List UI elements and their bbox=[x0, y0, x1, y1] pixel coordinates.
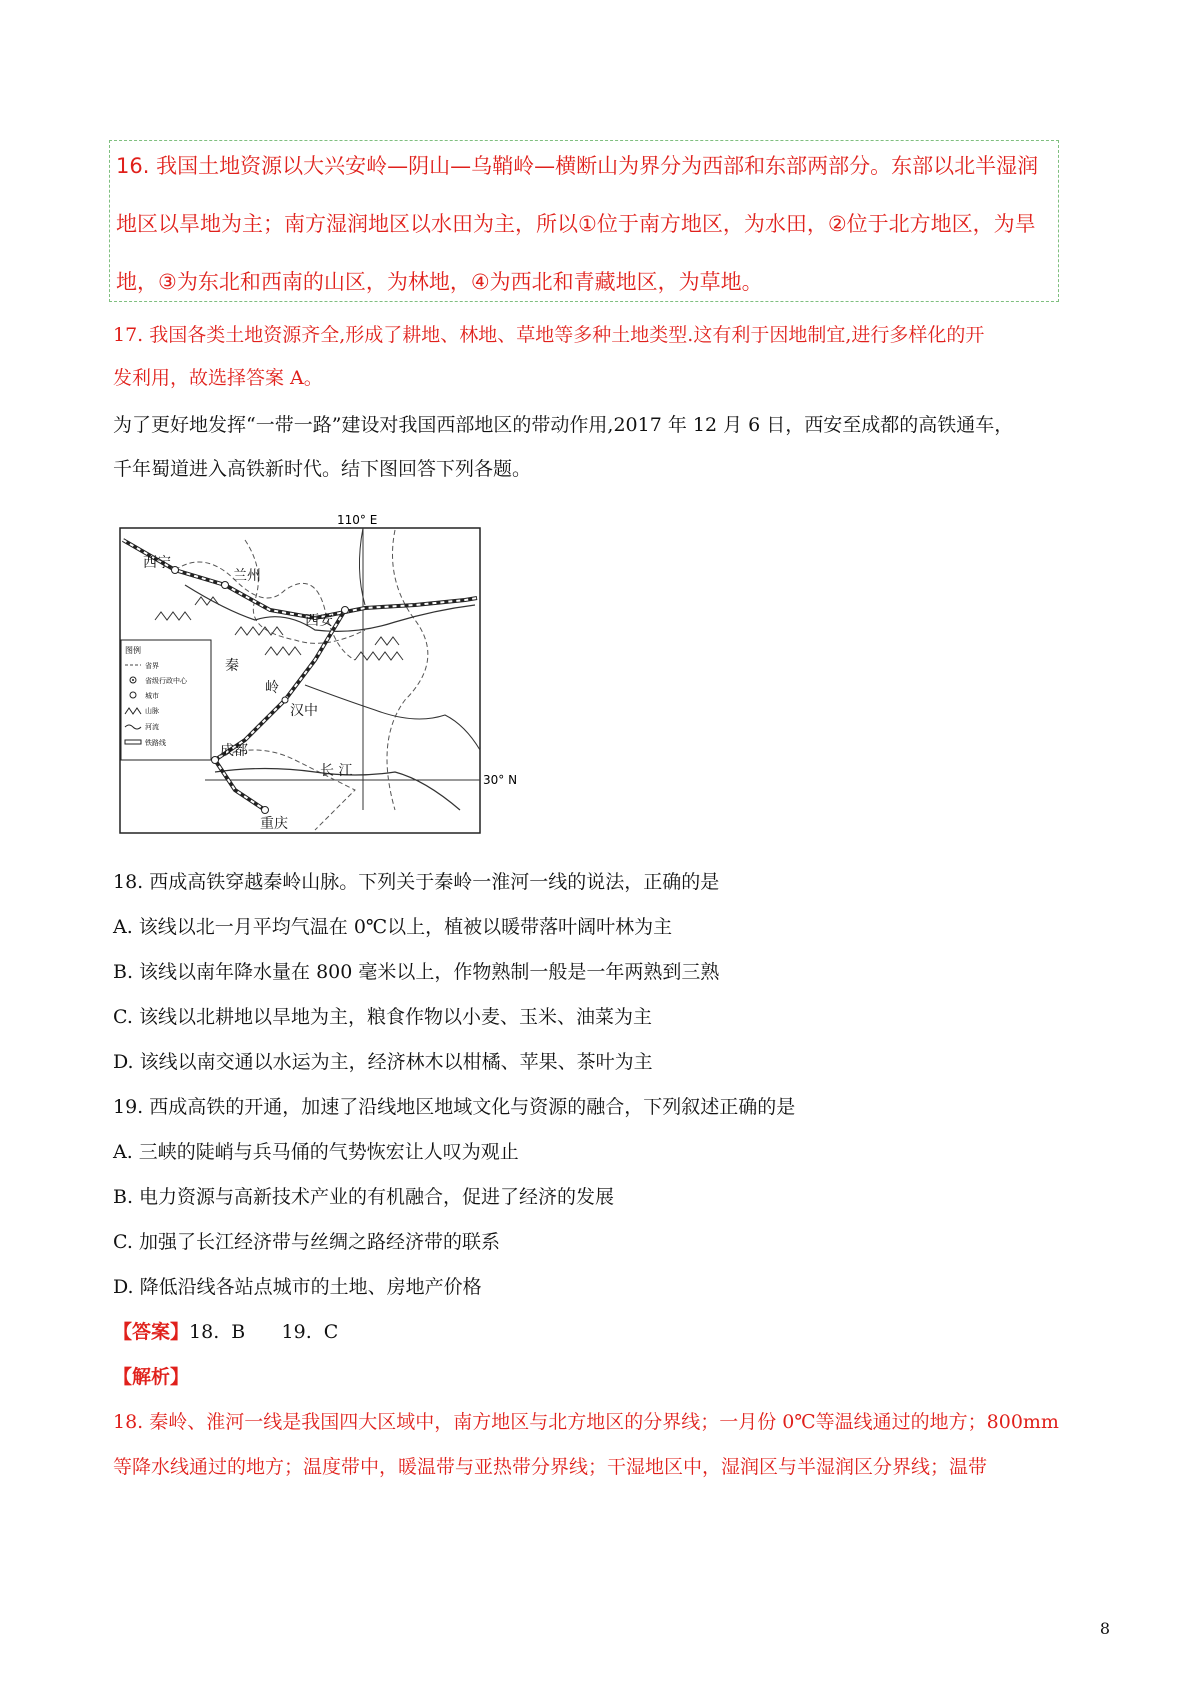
q18-option-b: B. 该线以南年降水量在 800 毫米以上，作物熟制一般是一年两熟到三熟 bbox=[113, 961, 720, 983]
q17-line-1: 17. 我国各类土地资源齐全,形成了耕地、林地、草地等多种土地类型.这有利于因地制宜,进行多样化的开 bbox=[113, 324, 985, 346]
analysis-label: 【解析】 bbox=[113, 1366, 190, 1388]
lat-label: 30° N bbox=[483, 773, 518, 787]
label-hanzhong: 汉中 bbox=[290, 703, 318, 719]
chengdu-marker bbox=[212, 757, 219, 764]
analysis-line-2: 等降水线通过的地方；温度带中，暖温带与亚热带分界线；干湿地区中，湿润区与半湿润区分界线；温带 bbox=[113, 1456, 988, 1478]
page-number: 8 bbox=[1099, 1619, 1110, 1638]
label-chengdu: 成都 bbox=[220, 743, 248, 759]
legend-item-6: 铁路线 bbox=[145, 739, 166, 747]
q16-line-1: 16. 我国土地资源以大兴安岭—阴山—乌鞘岭—横断山为界分为西部和东部两部分。东部以北半湿润 bbox=[116, 154, 1039, 178]
xian-marker bbox=[342, 607, 349, 614]
province-boundary-3 bbox=[387, 530, 428, 810]
legend-item-5: 河流 bbox=[145, 723, 159, 731]
answer-text: 18. B 19. C bbox=[189, 1321, 339, 1343]
legend-item-2: 省级行政中心 bbox=[145, 677, 187, 685]
analysis-line-1: 18. 秦岭、淮河一线是我国四大区域中，南方地区与北方地区的分界线；一月份 0℃等温线通过的地方；800mm bbox=[113, 1411, 1059, 1433]
q16-line-2: 地区以旱地为主；南方湿润地区以水田为主，所以①位于南方地区，为水田，②位于北方地区，为旱 bbox=[116, 212, 1036, 236]
railway-map bbox=[115, 510, 535, 835]
label-lanzhou: 兰州 bbox=[233, 568, 261, 584]
answer-label: 【答案】 bbox=[113, 1321, 190, 1343]
lanzhou-marker bbox=[222, 582, 229, 589]
q19-option-d: D. 降低沿线各站点城市的土地、房地产价格 bbox=[113, 1276, 482, 1298]
legend-item-3: 城市 bbox=[145, 692, 159, 700]
map-legend bbox=[121, 640, 211, 760]
intro-line-1: 为了更好地发挥“一带一路”建设对我国西部地区的带动作用,2017 年 12 月 6 日，西安至成都的高铁通车， bbox=[113, 414, 1014, 436]
legend-item-1: 省界 bbox=[145, 662, 159, 670]
q17-line-2: 发利用，故选择答案 A。 bbox=[113, 367, 323, 389]
label-chongqing: 重庆 bbox=[260, 816, 288, 832]
lon-label: 110° E bbox=[337, 513, 378, 527]
label-qin: 秦 bbox=[225, 658, 239, 674]
railway-lanzhou-xian-inner bbox=[123, 540, 477, 618]
q19-option-a: A. 三峡的陡峭与兵马俑的气势恢宏让人叹为观止 bbox=[113, 1141, 519, 1163]
chongqing-marker bbox=[262, 807, 269, 814]
legend-item-4: 山脉 bbox=[145, 707, 159, 715]
label-ling: 岭 bbox=[265, 680, 279, 696]
analysis-heading bbox=[113, 1365, 1110, 1389]
q18-option-c: C. 该线以北耕地以旱地为主，粮食作物以小麦、玉米、油菜为主 bbox=[113, 1006, 652, 1028]
q18-option-d: D. 该线以南交通以水运为主，经济林木以柑橘、苹果、茶叶为主 bbox=[113, 1051, 653, 1073]
hanzhong-marker bbox=[282, 697, 288, 703]
intro-line-2: 千年蜀道进入高铁新时代。结下图回答下列各题。 bbox=[113, 458, 532, 480]
q18-stem: 18. 西成高铁穿越秦岭山脉。下列关于秦岭一淮河一线的说法，正确的是 bbox=[113, 871, 720, 893]
legend-title: 图例 bbox=[125, 646, 141, 655]
yellow-river bbox=[359, 528, 365, 605]
legend-railway-symbol bbox=[125, 740, 141, 744]
q19-stem: 19. 西成高铁的开通，加速了沿线地区地域文化与资源的融合，下列叙述正确的是 bbox=[113, 1096, 796, 1118]
q19-option-c: C. 加强了长江经济带与丝绸之路经济带的联系 bbox=[113, 1231, 500, 1253]
q16-explanation-box bbox=[109, 140, 1059, 302]
label-xining: 西宁 bbox=[143, 555, 171, 571]
label-changjiang: 长 江 bbox=[320, 763, 353, 779]
q19-option-b: B. 电力资源与高新技术产业的有机融合，促进了经济的发展 bbox=[113, 1186, 615, 1208]
q18-option-a: A. 该线以北一月平均气温在 0℃以上，植被以暖带落叶阔叶林为主 bbox=[113, 916, 673, 938]
railway-lanzhou-xian bbox=[123, 540, 477, 618]
map-svg bbox=[115, 510, 535, 835]
xining-marker bbox=[172, 567, 179, 574]
label-xian: 西安 bbox=[305, 613, 333, 629]
q16-line-3: 地，③为东北和西南的山区，为林地，④为西北和青藏地区，为草地。 bbox=[116, 270, 763, 294]
hanjiang-river bbox=[305, 685, 480, 750]
answer-line bbox=[113, 1320, 1110, 1344]
